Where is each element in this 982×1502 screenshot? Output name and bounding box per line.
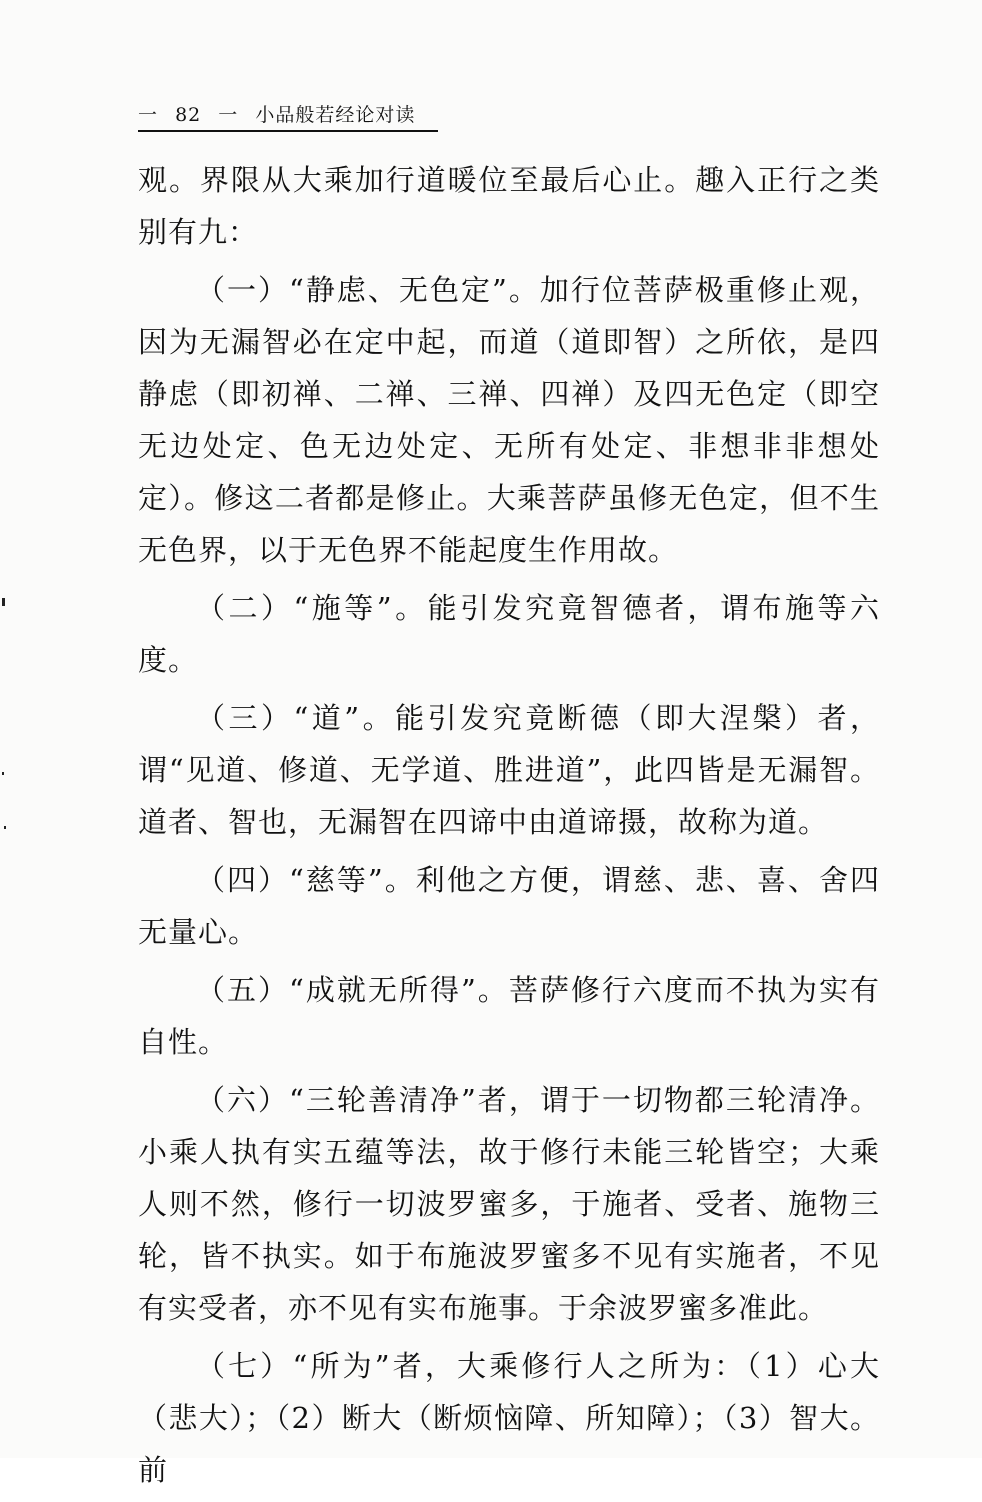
page-number: 82 — [175, 104, 202, 126]
running-header — [138, 100, 425, 127]
scan-speck — [2, 598, 5, 606]
paragraph-item-5: （五）“成就无所得”。菩萨修行六度而不执为实有自性。 — [138, 973, 880, 1059]
paragraph-item-1: （一）“静虑、无色定”。加行位菩萨极重修止观，因为无漏智必在定中起，而道（道即智）之所依，是四静虑（即初禅、二禅、三禅、四禅）及四无色定（即空无边处定、色无边处定、无所有处定、非想非非想处定）。修这二者都是修止。大乘菩萨虽修无色定，但不生无色界，以于无色界不能起度生作用故。 — [138, 273, 880, 567]
paragraph-continued: 观。界限从大乘加行道暖位至最后心止。趣入正行之类别有九： — [138, 163, 880, 249]
header-dash-left: 一 — [138, 104, 159, 126]
body-text — [138, 154, 880, 1502]
paragraph-item-6: （六）“三轮善清净”者，谓于一切物都三轮清净。小乘人执有实五蕴等法，故于修行未能三轮皆空；大乘人则不然，修行一切波罗蜜多，于施者、受者、施物三轮，皆不执实。如于布施波罗蜜多不见有实施者，不见有实受者，亦不见有实布施事。于余波罗蜜多准此。 — [138, 1083, 880, 1325]
scan-speck — [2, 772, 4, 775]
header-dash-right: 一 — [218, 104, 239, 126]
book-title: 小品般若经论对读 — [255, 104, 416, 126]
paragraph-item-3: （三）“道”。能引发究竟断德（即大涅槃）者，谓“见道、修道、无学道、胜进道”，此四皆是无漏智。道者、智也，无漏智在四谛中由道谛摄，故称为道。 — [138, 701, 880, 839]
paragraph-item-7: （七）“所为”者，大乘修行人之所为：（1）心大（悲大）；（2）断大（断烦恼障、所知障）；（3）智大。前 — [138, 1349, 880, 1487]
scan-speck — [4, 826, 6, 829]
paragraph-item-2: （二）“施等”。能引发究竟智德者，谓布施等六度。 — [138, 591, 880, 677]
paragraph-item-4: （四）“慈等”。利他之方便，谓慈、悲、喜、舍四无量心。 — [138, 863, 880, 949]
header-rule — [138, 130, 438, 132]
